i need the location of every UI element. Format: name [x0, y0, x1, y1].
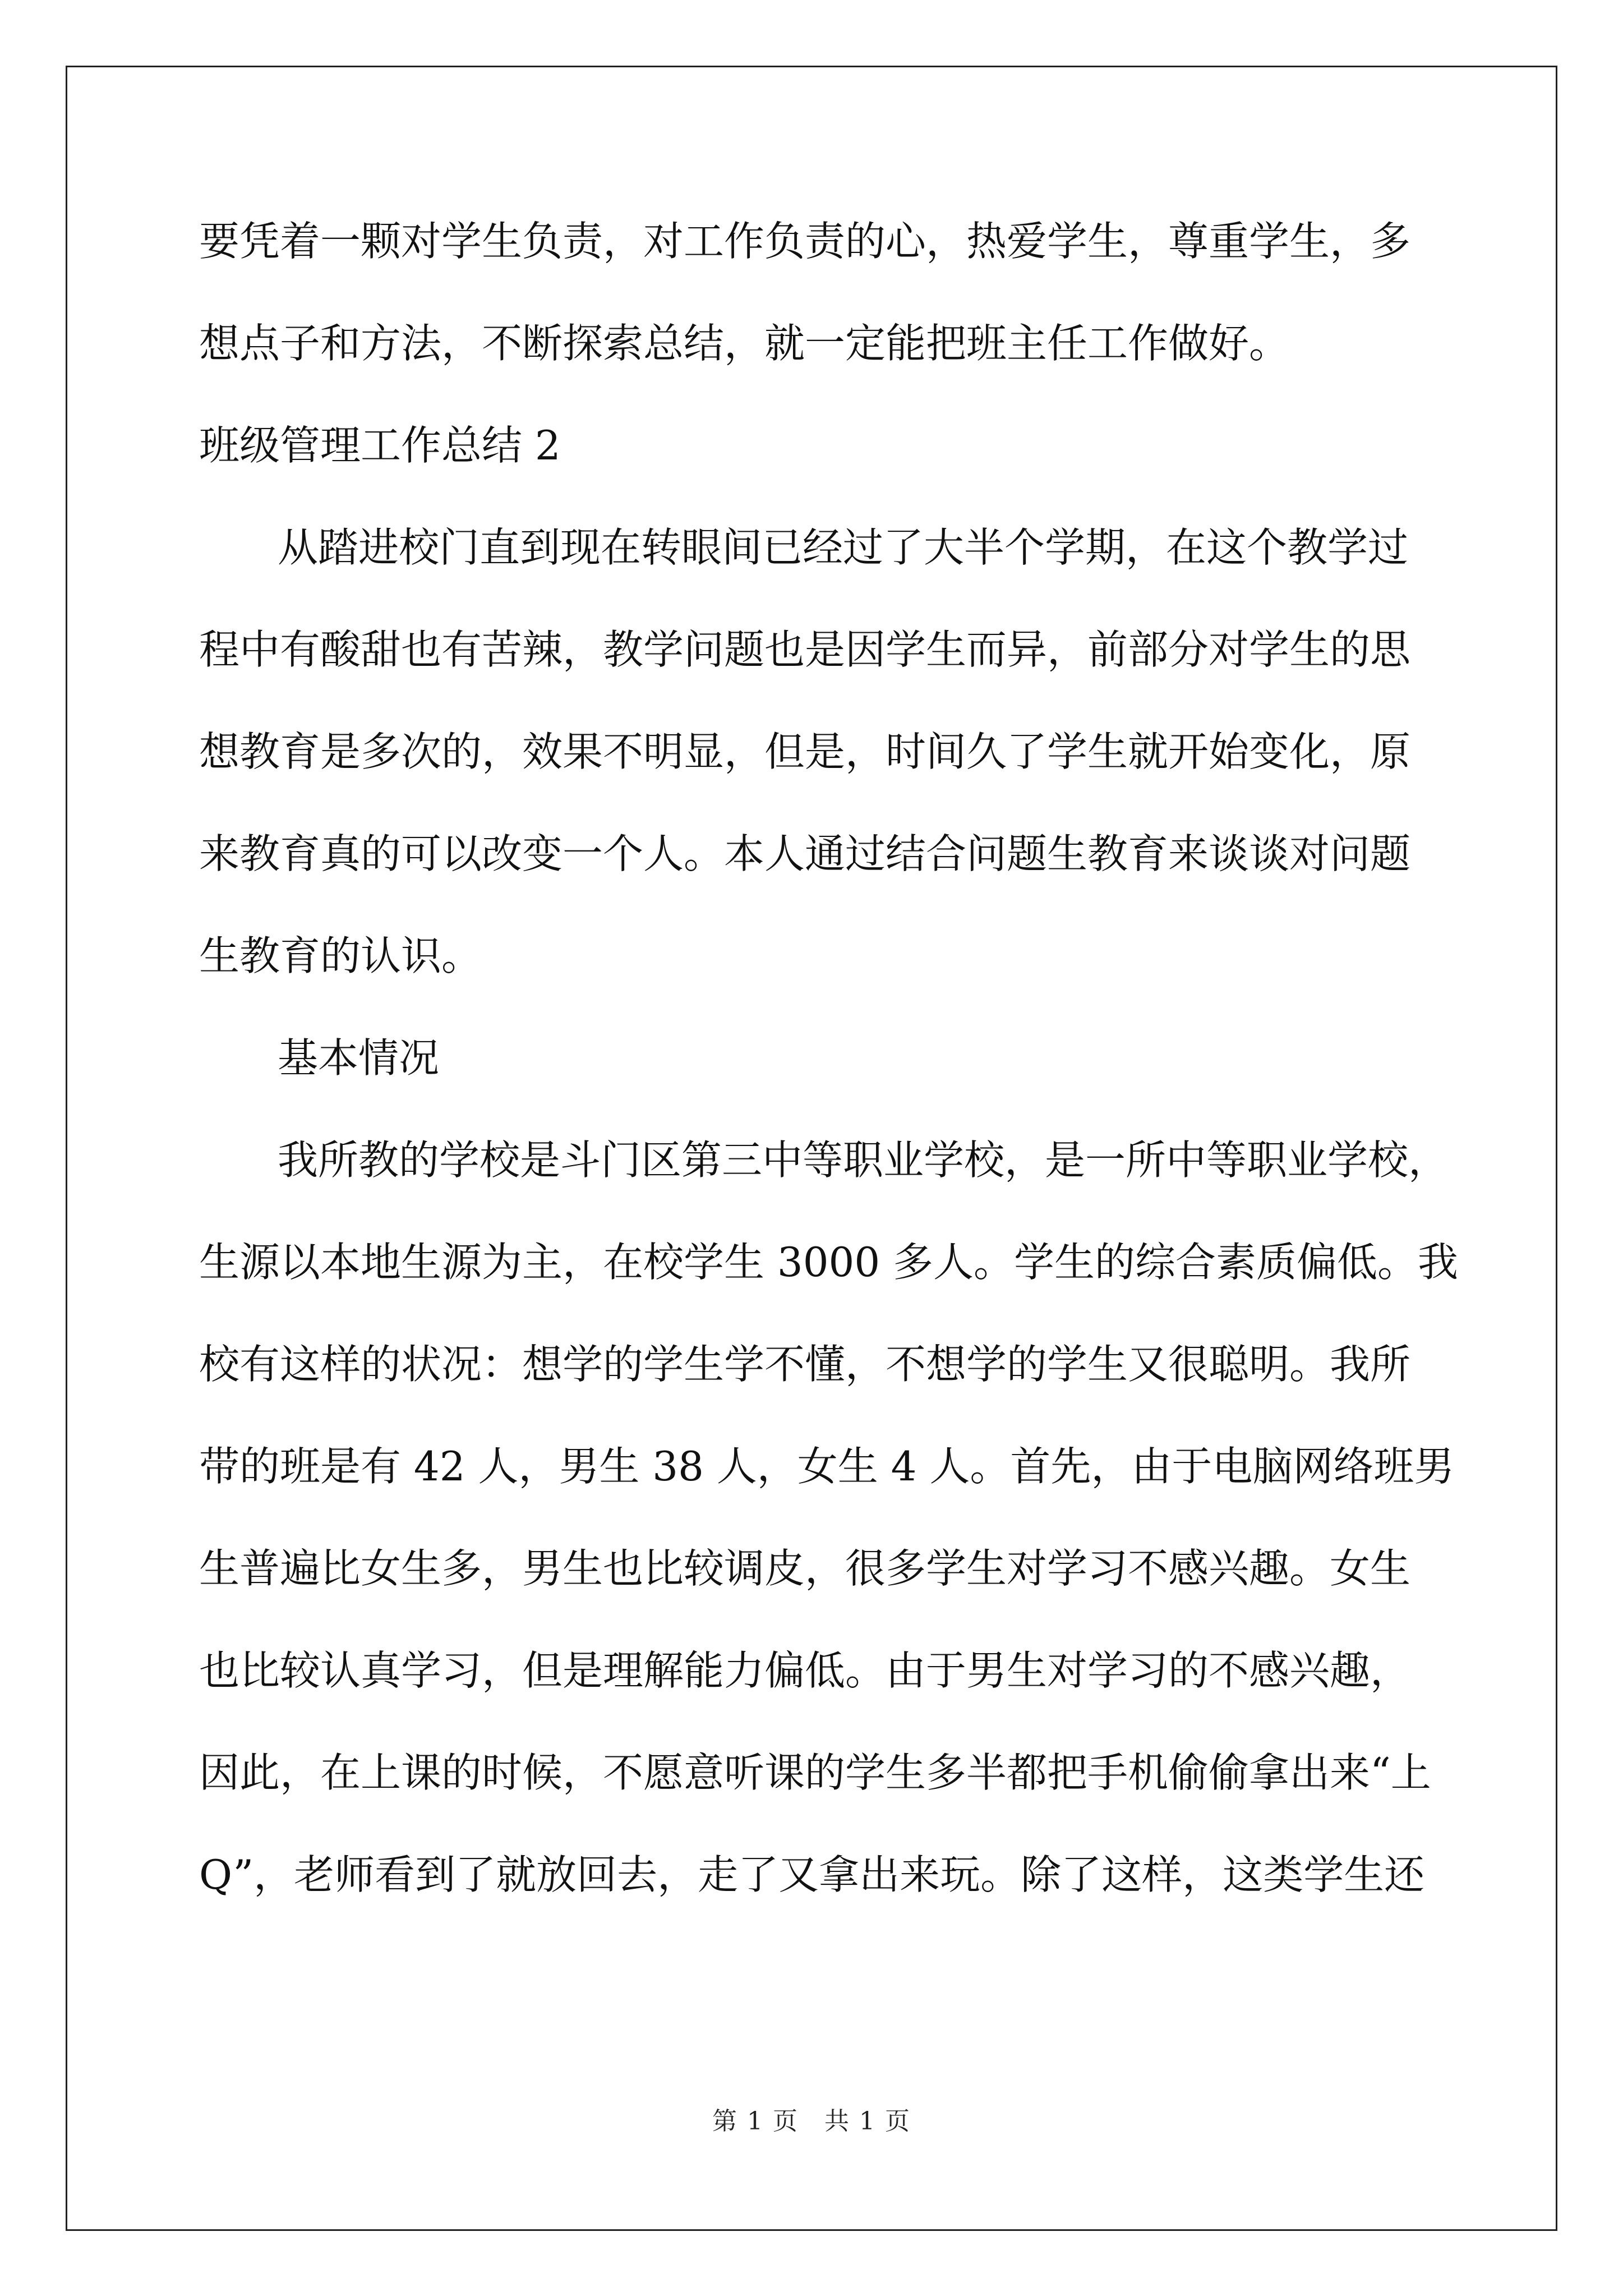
- paragraph-line: 也比较认真学习，但是理解能力偏低。由于男生对学习的不感兴趣，: [199, 1647, 1411, 1694]
- paragraph-line: Q”，老师看到了就放回去，走了又拿出来玩。除了这样，这类学生还: [199, 1851, 1425, 1898]
- paragraph-line: 生教育的认识。: [199, 932, 482, 979]
- paragraph-line: 来教育真的可以改变一个人。本人通过结合问题生教育来谈谈对问题: [199, 830, 1411, 877]
- paragraph-line: 从踏进校门直到现在转眼间已经过了大半个学期，在这个教学过: [278, 524, 1409, 571]
- page-footer: 第 1 页 共 1 页: [712, 2107, 911, 2136]
- paragraph-line: 生源以本地生源为主，在校学生 3000 多人。学生的综合素质偏低。我: [199, 1239, 1459, 1286]
- paragraph-line: 程中有酸甜也有苦辣，教学问题也是因学生而异，前部分对学生的思: [199, 626, 1411, 673]
- document-body: [199, 213, 1459, 1949]
- paragraph-line: 想点子和方法，不断探索总结，就一定能把班主任工作做好。: [199, 320, 1290, 367]
- paragraph-line: 要凭着一颗对学生负责，对工作负责的心，热爱学生，尊重学生，多: [199, 218, 1411, 265]
- section-heading: 班级管理工作总结 2: [199, 422, 561, 469]
- paragraph-line: 校有这样的状况：想学的学生学不懂，不想学的学生又很聪明。我所: [199, 1341, 1411, 1388]
- paragraph-line: 因此，在上课的时候，不愿意听课的学生多半都把手机偷偷拿出来“上: [199, 1749, 1431, 1796]
- subheading: 基本情况: [278, 1034, 440, 1082]
- paragraph-line: 我所教的学校是斗门区第三中等职业学校，是一所中等职业学校，: [278, 1137, 1449, 1184]
- paragraph-line: 带的班是有 42 人，男生 38 人，女生 4 人。首先，由于电脑网络班男: [199, 1443, 1455, 1490]
- paragraph-line: 想教育是多次的，效果不明显，但是，时间久了学生就开始变化，原: [199, 728, 1411, 775]
- paragraph-line: 生普遍比女生多，男生也比较调皮，很多学生对学习不感兴趣。女生: [199, 1545, 1411, 1592]
